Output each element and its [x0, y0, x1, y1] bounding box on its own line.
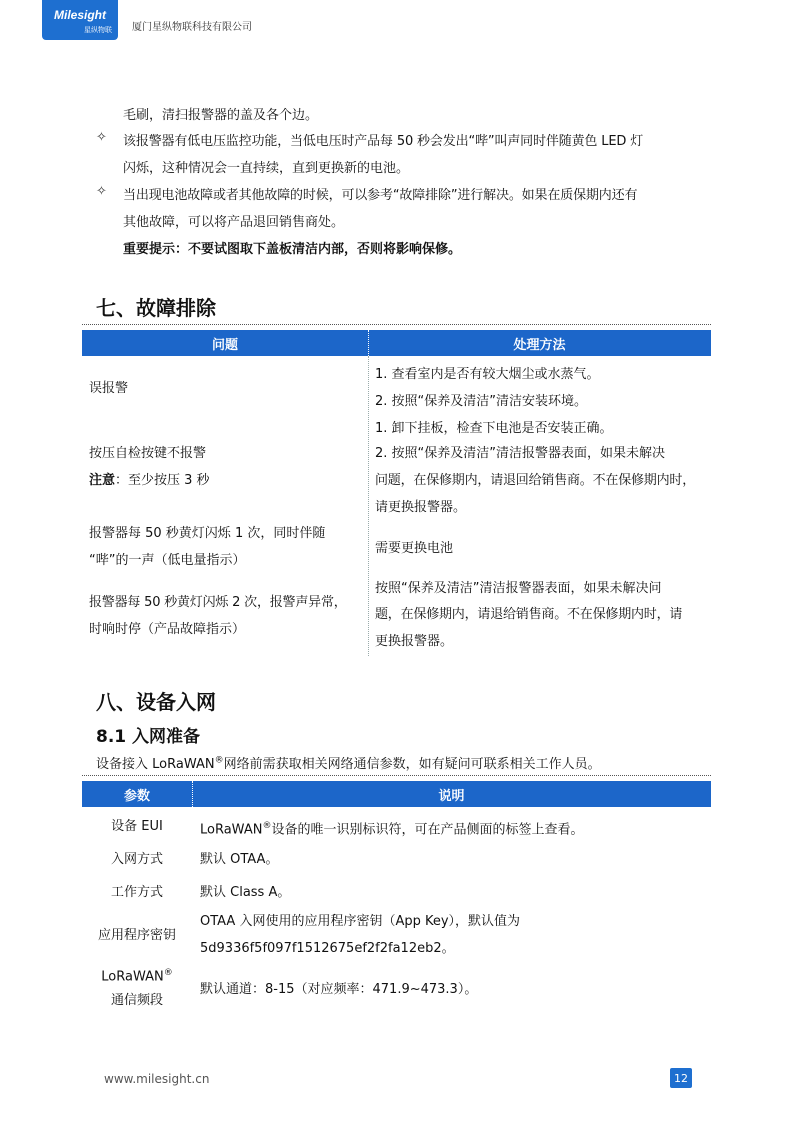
solution-line: 问题，在保修期内，请退回给销售商。不在保修期内时， [375, 473, 696, 488]
param-cell: 设备 EUI [111, 819, 163, 834]
company-logo [42, 0, 118, 40]
problem-cell: “哔”的一声（低电量指示） [89, 553, 246, 568]
table-top-rule [82, 775, 711, 776]
problem-cell: 报警器每 50 秒黄灯闪烁 2 次，报警声异常， [89, 595, 347, 610]
registered-mark: ® [214, 755, 224, 766]
bullet-icon: ✧ [96, 130, 107, 145]
solution-line: 请更换报警器。 [375, 500, 467, 515]
bullet2-line2: 闪烁，这种情况会一直持续，直到更换新的电池。 [123, 161, 410, 176]
col-solution: 处理方法 [513, 337, 566, 353]
desc-a: LoRaWAN [200, 822, 263, 838]
logo-text: Milesight [54, 8, 107, 22]
problem-cell: 误报警 [89, 381, 129, 396]
col-param: 参数 [123, 788, 150, 804]
solution-line: 1. 查看室内是否有较大烟尘或水蒸气。 [375, 367, 600, 382]
intro-b: 网络前需获取相关网络通信参数，如有疑问可联系相关工作人员。 [223, 757, 601, 772]
col-problem: 问题 [211, 337, 238, 353]
desc-cell: 默认 OTAA。 [200, 852, 279, 867]
note-text: ：至少按压 3 秒 [115, 473, 210, 488]
registered-mark: ® [262, 821, 272, 831]
maintenance-line-top: 毛刷，清扫报警器的盖及各个边。 [123, 108, 319, 123]
subsection-title: 8.1 入网准备 [96, 727, 201, 747]
logo-subtext: 星纵物联 [84, 26, 112, 34]
table-top-rule [82, 324, 711, 325]
param-table-header [82, 781, 711, 807]
bullet2-line1: 该报警器有低电压监控功能，当低电压时产品每 50 秒会发出“哔”叫声同时伴随黄色 LED 灯 [123, 134, 644, 149]
param-cell: 通信频段 [110, 993, 163, 1008]
solution-line: 需要更换电池 [375, 541, 454, 556]
param-cell: 入网方式 [110, 852, 163, 867]
solution-line: 题，在保修期内，请退给销售商。不在保修期内时，请 [375, 607, 683, 622]
intro-text [96, 753, 601, 772]
desc-cell: 5d9336f5f097f1512675ef2f2fa12eb2。 [200, 941, 455, 956]
problem-cell: 报警器每 50 秒黄灯闪烁 1 次，同时伴随 [89, 526, 326, 541]
bullet-icon: ✧ [96, 184, 107, 199]
col-desc: 说明 [438, 788, 465, 804]
solution-line: 按照“保养及清洁”清洁报警器表面，如果未解决问 [375, 581, 662, 596]
section7-title: 七、故障排除 [96, 296, 216, 320]
solution-line: 1. 卸下挂板，检查下电池是否安装正确。 [375, 421, 613, 436]
problem-cell: 按压自检按键不报警 [89, 446, 207, 461]
problem-cell: 时响时停（产品故障指示） [89, 622, 246, 637]
solution-line: 2. 按照“保养及清洁”清洁安装环境。 [375, 394, 588, 409]
footer-url[interactable]: www.milesight.cn [104, 1072, 210, 1086]
desc-cell [200, 813, 583, 843]
solution-line: 2. 按照“保养及清洁”清洁报警器表面，如果未解决 [375, 446, 666, 461]
column-divider [368, 356, 369, 656]
note-label: 注意 [89, 473, 116, 488]
desc-cell: 默认通道：8-15（对应频率：471.9~473.3）。 [200, 982, 478, 997]
bullet3-line2: 其他故障，可以将产品退回销售商处。 [123, 215, 345, 230]
param-a: LoRaWAN [101, 969, 164, 985]
param-cell: 应用程序密钥 [97, 928, 176, 943]
desc-cell: OTAA 入网使用的应用程序密钥（App Key），默认值为 [200, 914, 521, 929]
important-note: 重要提示：不要试图取下盖板清洁内部，否则将影响保修。 [123, 242, 462, 257]
solution-line: 更换报警器。 [375, 634, 454, 649]
troubleshoot-table-header [82, 330, 711, 356]
registered-mark: ® [163, 968, 173, 978]
param-cell: 工作方式 [110, 885, 163, 900]
intro-a: 设备接入 LoRaWAN [96, 757, 215, 772]
desc-b: 设备的唯一识别标识符，可在产品侧面的标签上查看。 [271, 822, 584, 838]
section8-title: 八、设备入网 [96, 690, 216, 714]
problem-note [89, 467, 210, 494]
page-number: 12 [670, 1068, 692, 1088]
company-name: 厦门星纵物联科技有限公司 [132, 22, 252, 33]
param-cell [82, 960, 192, 990]
bullet3-line1: 当出现电池故障或者其他故障的时候，可以参考“故障排除”进行解决。如果在质保期内还有 [123, 188, 638, 203]
desc-cell: 默认 Class A。 [200, 885, 291, 900]
